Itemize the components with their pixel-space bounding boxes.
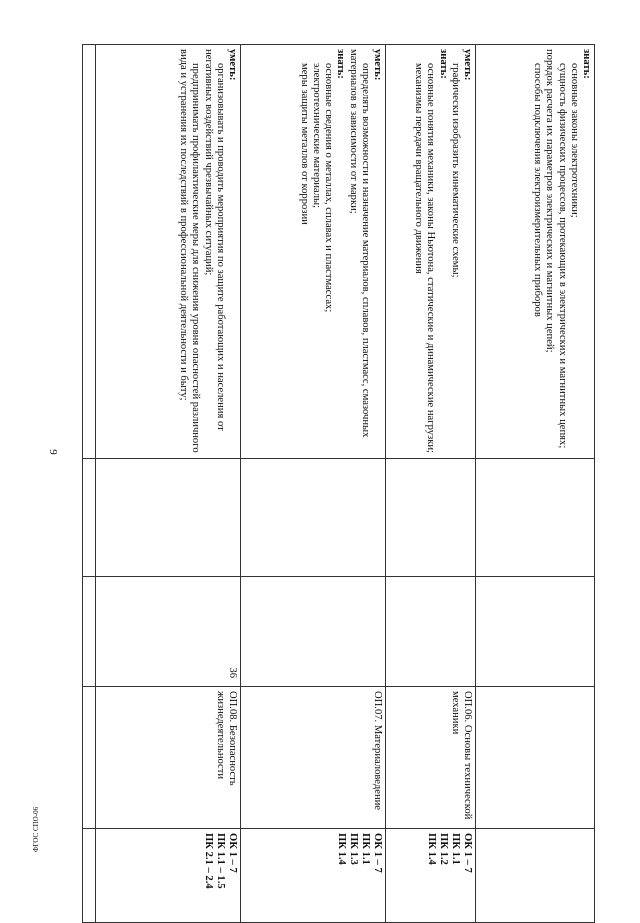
footer-code: ФГОС СПО-06 xyxy=(32,806,40,852)
requirement-item: определять возможности и назначение материалов, сплавов, пластмасс, смазочных материалов в зависимости от марки; xyxy=(347,49,371,438)
requirement-item: основные понятия механики, законы Ньютона, статические и динамические нагрузки; xyxy=(425,63,437,453)
discipline-cell: ОП.07. Материаловедение xyxy=(241,687,386,829)
requirements-cell xyxy=(241,45,386,459)
requirement-item: меры защиты металлов от коррозии xyxy=(298,63,310,225)
competencies-cell xyxy=(96,829,241,923)
competency-code: ПК 1.2 xyxy=(438,833,449,865)
discipline-cell: ОП.08. Безопасность жизнедеятельности xyxy=(96,687,241,829)
empty-cell xyxy=(83,687,96,829)
requirement-item: электротехнические материалы; xyxy=(310,63,322,209)
table-row xyxy=(476,45,595,923)
requirement-item: основные законы электротехники; xyxy=(568,63,580,218)
requirements-cell xyxy=(96,45,241,459)
competencies-cell xyxy=(386,829,476,923)
discipline-cell xyxy=(476,687,595,829)
hours-cell xyxy=(241,577,386,687)
requirements-cell xyxy=(386,45,476,459)
competency-code: ПК 1.3 xyxy=(348,833,359,865)
competencies-cell xyxy=(476,829,595,923)
requirements-cell xyxy=(476,45,595,459)
empty-cell xyxy=(83,829,96,923)
competency-code: ПК 1.1 – 1.5 xyxy=(215,833,226,889)
section-label: уметь: xyxy=(372,49,383,81)
max-load-cell xyxy=(241,459,386,577)
empty-cell xyxy=(83,45,96,459)
discipline-cell: ОП.06. Основы технической механики xyxy=(386,687,476,829)
requirement-item: организовывать и проводить мероприятия по защите работающих и населения от негативных воздействий чрезвычайных ситуаций; xyxy=(202,49,226,431)
hours-cell: 36 xyxy=(96,577,241,687)
section-label: знать: xyxy=(581,49,592,79)
competency-code: ПК 1.4 xyxy=(426,833,437,865)
empty-cell xyxy=(83,577,96,687)
standard-table-rotated xyxy=(100,44,595,889)
table-row-empty xyxy=(83,45,96,923)
requirement-item: способы подключения электроизмерительных приборов xyxy=(532,63,544,317)
competency-code: ПК 2.1 – 2.4 xyxy=(203,833,214,889)
hours-cell xyxy=(386,577,476,687)
disciplines-table xyxy=(82,44,595,923)
competency-code: ОК 1 – 7 xyxy=(227,833,238,873)
table-row xyxy=(241,45,386,923)
page-number: 9 xyxy=(46,449,59,455)
table-row xyxy=(96,45,241,923)
section-label: уметь: xyxy=(227,49,238,81)
section-label: знать: xyxy=(335,49,347,79)
requirement-item: механизмы передачи вращательного движения xyxy=(413,63,425,274)
max-load-cell xyxy=(386,459,476,577)
requirement-item: предпринимать профилактические меры для снижения уровня опасностей различного вида и устранения их последствий в профессиональной деятельности и быту; xyxy=(178,49,202,453)
section-label: знать: xyxy=(437,49,449,79)
competency-code: ОК 1 – 7 xyxy=(372,833,383,873)
competencies-cell xyxy=(241,829,386,923)
table-row xyxy=(386,45,476,923)
section-label: уметь: xyxy=(462,49,473,81)
max-load-cell xyxy=(476,459,595,577)
competency-code: ПК 1.1 xyxy=(360,833,371,865)
empty-cell xyxy=(83,459,96,577)
requirement-item: сущность физических процессов, протекающих в электрических и магнитных цепях; порядок расчета их параметров электрических и магнитных цепей; xyxy=(544,49,568,449)
requirement-item: графически изобразить кинематические схемы; xyxy=(449,63,461,278)
max-load-cell xyxy=(96,459,241,577)
competency-code: ОК 1 – 7 xyxy=(462,833,473,873)
competency-code: ПК 1.1 xyxy=(450,833,461,865)
requirement-item: основные сведения о металлах, сплавах и пластмассах; xyxy=(323,63,335,313)
competency-code: ПК 1.4 xyxy=(336,833,347,865)
hours-cell xyxy=(476,577,595,687)
